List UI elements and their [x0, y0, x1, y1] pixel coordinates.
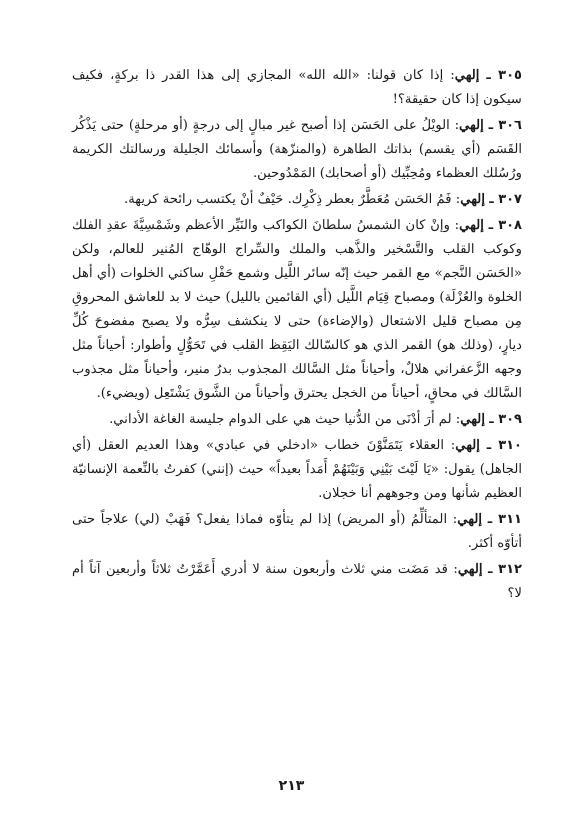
entry-number: ٣٠٨ ـ: [488, 218, 522, 233]
entry-label: إلهي: [460, 192, 485, 207]
entry-308: [72, 214, 522, 406]
entry-text: : المتألِّمُ (أو المريض) إذا لم يتأوّه فماذا يفعل؟ فَهَبْ (لي) علاجاً حتى أتأوّه أكثر.: [72, 512, 522, 551]
entry-label: إلهي: [454, 68, 480, 83]
entry-text: : لم أرَ أدْنَى من الدُّنيا حيث هي على الدوام جليسة الغاغة الأداني.: [109, 412, 461, 427]
entry-text: : العقلاء يَتَمَنَّوْنَ خطاب «ادخلي في عبادي» وهذا العديم العقل (أي الجاهل) يقول: «يَا لَيْتَ بَيْنِي وَبَيْنَهُمْ أَمَداً بعيداً» حيث (إنني) كفرتُ بالنِّعمة الإنسانيّة العظيم شأنها ومن وجوههم أنا خجلان.: [72, 438, 522, 501]
entry-text: : فَمُ الحَسَن مُعَطَّرٌ بعطر ذِكْرِك. حَيْفٌ أنْ يكتسب رائحة كريهة.: [124, 192, 461, 207]
entry-number: ٣١٠ ـ: [486, 438, 522, 453]
entry-312: [72, 558, 522, 606]
entry-number: ٣١١ ـ: [487, 512, 522, 527]
entry-number: ٣٠٦ ـ: [488, 118, 522, 133]
entry-label: إلهي: [459, 218, 484, 233]
entry-311: [72, 508, 522, 556]
entry-number: ٣١٢ ـ: [487, 562, 522, 577]
entry-text: : الويْلُ على الحَسَن إذا أصبح غير مبالٍ إلى درجةٍ (أو مرحلةٍ) حتى يَذْكُر القَسَم (أي يقسم) بذاتك الطاهرة (والمنزّهة) وأسمائك الجليلة ورسالتك الكريمة ورُسُلك العظماء ومُحِبِّيك (أو أصحابك) المَمْدُوحين.: [72, 118, 522, 181]
entry-number: ٣٠٩ ـ: [489, 412, 522, 427]
entry-309: [72, 408, 522, 432]
entry-307: [72, 188, 522, 212]
entry-number: ٣٠٧ ـ: [489, 192, 522, 207]
entry-310: [72, 434, 522, 506]
page-number: ٢١٣: [278, 778, 305, 794]
entry-number: ٣٠٥ ـ: [486, 68, 522, 83]
entry-label: إلهي: [460, 412, 485, 427]
entry-text: : قد مَضَت مني ثلاث وأربعون سنة لا أدري أَعَمَّرْتُ ثلاثاً وأربعين آناً أم لا؟: [72, 562, 522, 601]
entry-label: إلهي: [457, 512, 483, 527]
entry-text: : وإنْ كان الشمسُ سلطانَ الكواكب والنَيِّر الأعظم وشَمْسِيَّةَ عقدِ الفلك وكوكب القلب والتَّسْخير والذَّهب والملك والسِّراج الوهّاج المُنير للعالم، ولكن «الحَسَن النَّجم» مع القمر حيث إنّه سائر اللَّيل وشمع حَفْلِ ساكني الخلوات (أي أهل الخلوة والعُزْلَة) ومصباح قِيَام اللَّيل (أي القائمين بالليل) حيث لا بد للعاشق المحروقِ مِن مصباح قليل الاشتعال (والإضاءة) حتى لا ينكشف سِرُّه ولا يصبح مفضوحَ كُلِّ ديارٍ، (وذلك هو) القمر الذي هو كالسّالك اليَقِظ القلب في تَحَوُّلٍ وأطوار: أحياناً مثل وجهه الزَّعفراني هلالٌ، وأحياناً مثل السَّالك المجذوب بدرٌ منير، وأحياناً مثل مجذوب السَّالك في محاقٍ، أحياناً من الخجل يحترق وأحياناً من الشَّوق يَشْتَعِل (ويضيء).: [72, 218, 522, 401]
entry-label: إلهي: [459, 118, 484, 133]
page-body: [72, 64, 522, 784]
entry-label: إلهي: [455, 438, 480, 453]
entry-text: : إذا كان قولنا: «الله الله» المجازي إلى هذا القدر ذا بركةٍ، فكيف سيكون إذا كان حقيقة؟!: [72, 68, 522, 107]
entry-306: [72, 114, 522, 186]
entry-305: [72, 64, 522, 112]
entry-label: إلهي: [457, 562, 483, 577]
